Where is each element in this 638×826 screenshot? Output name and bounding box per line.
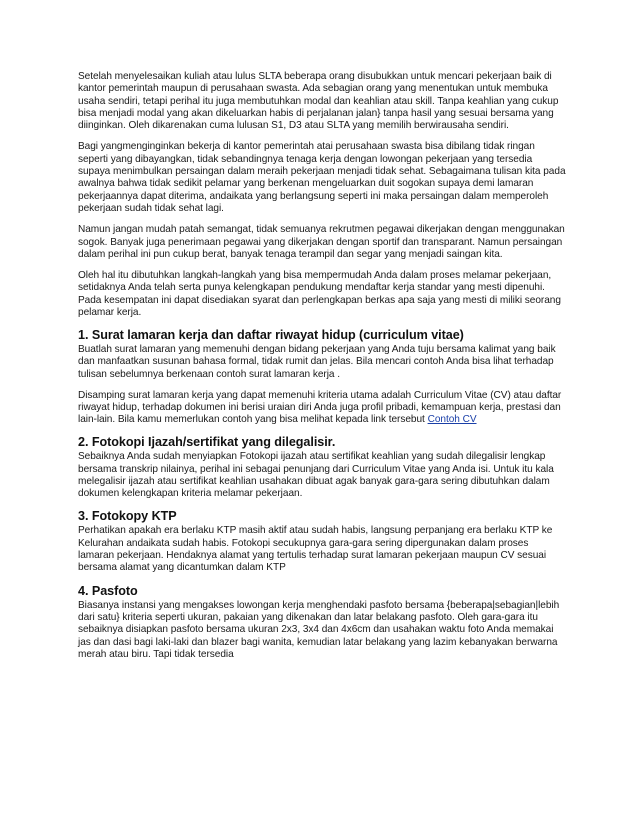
- section-pasfoto-paragraph: Biasanya instansi yang mengakses lowongan kerja menghendaki pasfoto bersama {beberapa|sebagian|lebih dari satu} kriteria seperti ukuran, pakaian yang dikenakan dan latar belakang pasfoto. Oleh gara-gara itu sebaiknya disiapkan pasfoto bersama ukuran 2x3, 3x4 dan 4x6cm dan usahakan waktu foto Anda memakai jas dan dasi bagi laki-laki dan blazer bagi wanita, kemudian latar belakang yang lazim kebanyakan berwarna merah atau biru. Tapi tidak tersedia: [78, 599, 560, 660]
- section-ijazah-paragraph: Sebaiknya Anda sudah menyiapkan Fotokopi ijazah atau sertifikat keahlian yang sudah dilegalisir lengkap bersama transkrip nilainya, perihal ini sebagai penunjang dari Curriculum Vitae yang Anda isi. Untuk itu kala melegalisir ijazah atau sertifikat keahlian usahakan dibuat agak banyak gara-gara sering dibutuhkan dalam dokumen kelengkapan kriteria melamar pekerjaan.: [78, 451, 554, 500]
- section-ktp-paragraph: Perhatikan apakah era berlaku KTP masih aktif atau sudah habis, langsung perpanjang era berlaku KTP ke Kelurahan andaikata sudah habis. Fotokopi secukupnya gara-gara sering dipergunakan dalam proses lamaran pekerjaan. Hendaknya alamat yang tertulis terhadap surat lamaran pekerjaan maupun CV sesuai bersama alamat yang dicantumkan dalam KTP: [78, 525, 553, 574]
- contoh-cv-link[interactable]: Contoh CV: [427, 414, 477, 426]
- intro-paragraph-4: Oleh hal itu dibutuhkan langkah-langkah yang bisa mempermudah Anda dalam proses melamar pekerjaan, setidaknya Anda telah serta punya kelengkapan pendukung mendaftar kerja standar yang mesti dipenuhi. Pada kesempatan ini dapat disediakan syarat dan perlengkapan berkas apa saja yang mesti di miliki seorang pelamar kerja.: [78, 269, 561, 318]
- document-body: [78, 71, 566, 661]
- intro-paragraph-3: Namun jangan mudah patah semangat, tidak semuanya rekrutmen pegawai dikerjakan dengan menggunakan sogok. Banyak juga penerimaan pegawai yang dikerjakan dengan sportif dan transparant. Namun persaingan dalam perihal ini pun cukup berat, banyak tenaga terampil dan segar yang menjadi saingan kita.: [78, 224, 565, 260]
- section-heading-cv: 1. Surat lamaran kerja dan daftar riwayat hidup (curriculum vitae): [78, 327, 464, 342]
- section-cv-paragraph: Buatlah surat lamaran yang memenuhi dengan bidang pekerjaan yang Anda tuju bersama kalimat yang baik dan manfaatkan susunan bahasa formal, tidak rumit dan jelas. Bila mencari contoh Anda bisa lihat terhadap tulisan sebelumnya berkenaan contoh surat lamaran kerja .: [78, 343, 556, 380]
- section-heading-ktp: 3. Fotokopy KTP: [78, 509, 177, 524]
- intro-paragraph-1: Setelah menyelesaikan kuliah atau lulus SLTA beberapa orang disubukkan untuk mencari pekerjaan baik di kantor pemerintah maupun di perusahaan swasta. Ada sebagian orang yang menentukan untuk membuka usaha sendiri, tetapi perihal itu juga membutuhkan modal dan keahlian atau skill. Tanpa keahlian yang cukup bisa menjadi modal yang akan dikeluarkan habis di perjalanan jalan} tanpa hasil yang sesuai bersama yang diinginkan. Oleh dikarenakan cuma lulusan S1, D3 atau SLTA yang memilih berwirausaha sendiri.: [78, 71, 559, 132]
- section-heading-pasfoto: 4. Pasfoto: [78, 583, 138, 598]
- section-cv-link-paragraph: [78, 390, 566, 427]
- section-heading-ijazah: 2. Fotokopi Ijazah/sertifikat yang dilegalisir.: [78, 435, 336, 450]
- intro-paragraph-2: Bagi yangmenginginkan bekerja di kantor pemerintah atai perusahaan swasta bisa dibilang tidak ringan seperti yang dibayangkan, tidak sebandingnya tenaga kerja dengan lowongan pekerjaan yang tersedia supaya menimbulkan persaingan dalam meraih pekerjaan menjadi tidak sehat. Sebagaimana tulisan kita pada awalnya bahwa tidak sedikit pelamar yang berkenan mengeluarkan duit sogokan supaya demi lamaran pekerjaannya dapat diterima, andaikata yang berlangsung seperti ini maka persaingan dalam memperoleh pekerjaan sudah tidak sehat lagi.: [78, 141, 566, 215]
- cv-paragraph-text: Disamping surat lamaran kerja yang dapat memenuhi kriteria utama adalah Curriculum Vitae (CV) atau daftar riwayat hidup, terhadap dokumen ini berisi uraian diri Anda juga profil pribadi, kemampuan kerja, prestasi dan lain-lain. Bila kamu memerlukan contoh yang bisa melihat kepada link tersebut: [78, 389, 562, 426]
